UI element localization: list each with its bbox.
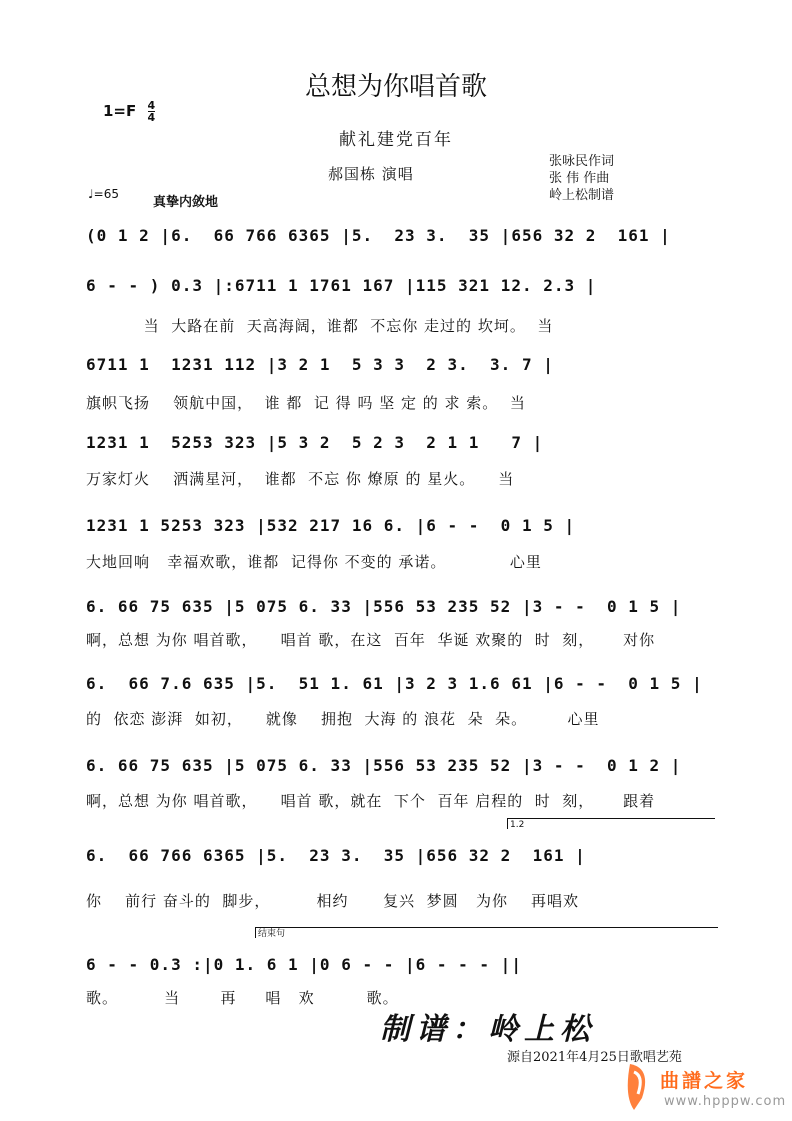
song-title: 总想为你唱首歌: [304, 72, 487, 102]
volta-coda: 结束句: [255, 927, 718, 938]
transcriber: 岭上松制谱: [549, 188, 615, 203]
time-sig-top: 4: [147, 99, 156, 112]
credits: [549, 153, 614, 204]
source-note: 源自2021年4月25日歌唱艺苑: [507, 1050, 682, 1065]
lyric-line-8: 啊，总想 为你 唱首歌， 唱首 歌，就在 下个 百年 启程的 时 刻， 跟着: [86, 792, 656, 810]
watermark-brand: 曲譜之家: [660, 1070, 749, 1092]
singer: 郝国栋 演唱: [328, 165, 414, 183]
signature: 制谱：岭上松: [380, 1012, 596, 1047]
lyricist: 张咏民作词: [549, 154, 615, 169]
notation-line-5: 1231 1 5253 323 |532 217 16 6. |6 - - 0 1 5 |: [86, 516, 576, 535]
lyric-line-7: 的 依恋 澎湃 如初， 就像 拥抱 大海 的 浪花 朵 朵。 心里: [86, 710, 600, 728]
notation-line-7: 6. 66 7.6 635 |5. 51 1. 61 |3 2 3 1.6 61 |6 - - 0 1 5 |: [86, 674, 703, 693]
notation-line-4: 1231 1 5253 323 |5 3 2 5 2 3 2 1 1 7 |: [86, 433, 544, 452]
expression-marking: 真挚内敛地: [153, 195, 219, 210]
lyric-line-3: 旗帜飞扬 领航中国， 谁 都 记 得 吗 坚 定 的 求 索。 当: [86, 394, 526, 412]
lyric-line-6: 啊，总想 为你 唱首歌， 唱首 歌，在这 百年 华诞 欢聚的 时 刻， 对你: [86, 631, 656, 649]
lyric-line-4: 万家灯火 洒满星河， 谁都 不忘 你 燎原 的 星火。 当: [86, 470, 515, 488]
key-signature: [103, 100, 155, 123]
notation-line-2: 6 - - ) 0.3 |:6711 1 1761 167 |115 321 12. 2.3 |: [86, 276, 597, 295]
time-signature: [148, 100, 156, 123]
notation-line-8: 6. 66 75 635 |5 075 6. 33 |556 53 235 52 |3 - - 0 1 2 |: [86, 756, 682, 775]
notation-line-9: 6. 66 766 6365 |5. 23 3. 35 |656 32 2 161 |: [86, 846, 586, 865]
composer: 张 伟 作曲: [549, 171, 610, 186]
lyric-line-5: 大地回响 幸福欢歌，谁都 记得你 不变的 承诺。 心里: [86, 553, 542, 571]
watermark-url: www.hpppw.com: [664, 1094, 787, 1109]
lyric-line-2: 当 大路在前 天高海阔，谁都 不忘你 走过的 坎坷。 当: [86, 317, 554, 335]
notation-line-3: 6711 1 1231 112 |3 2 1 5 3 3 2 3. 3. 7 |: [86, 355, 554, 374]
volta-ending: 1.2: [507, 818, 715, 829]
tempo-marking: ♩=65: [88, 187, 119, 201]
notation-line-1: (0 1 2 |6. 66 766 6365 |5. 23 3. 35 |656 32 2 161 |: [86, 226, 671, 245]
subtitle: 献礼建党百年: [339, 130, 453, 150]
lyric-line-10: 歌。 当 再 唱 欢 歌。: [86, 989, 399, 1007]
notation-line-10: 6 - - 0.3 :|0 1. 6 1 |0 6 - - |6 - - - ||: [86, 955, 522, 974]
key-label: 1=F: [103, 102, 137, 120]
time-sig-bottom: 4: [147, 111, 156, 124]
notation-line-6: 6. 66 75 635 |5 075 6. 33 |556 53 235 52 |3 - - 0 1 5 |: [86, 597, 682, 616]
lyric-line-9: 你 前行 奋斗的 脚步， 相约 复兴 梦圆 为你 再唱欢: [86, 892, 580, 910]
